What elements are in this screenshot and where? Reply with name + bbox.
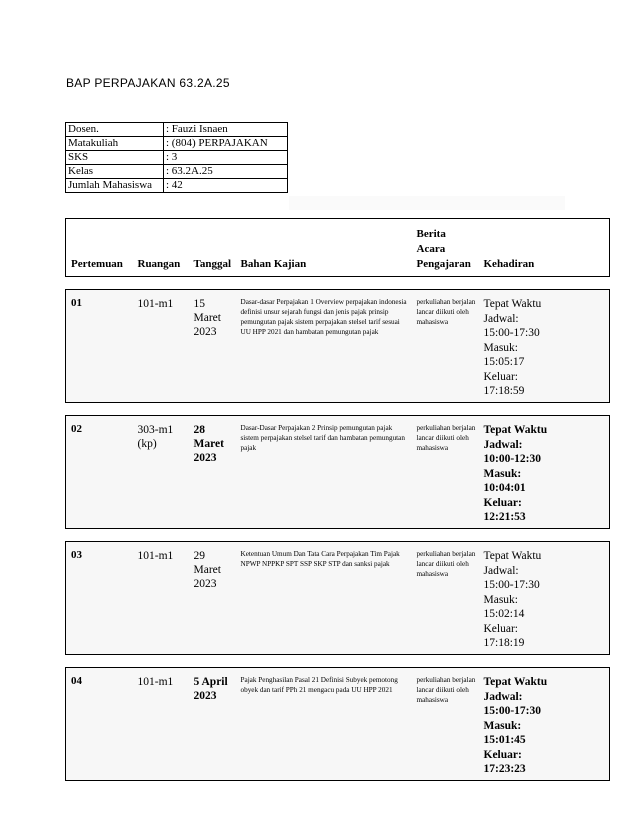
info-label: SKS [66,151,164,165]
status-text: Tepat Waktu [483,424,548,436]
header-pertemuan: Pertemuan [66,219,133,277]
info-label: Dosen. [66,123,164,137]
jadwal-value: 10:00-12:30 [483,453,541,465]
jadwal-label: Jadwal: [483,438,523,451]
info-row-matakuliah [66,137,288,151]
info-row-sks [66,151,288,165]
cell-pertemuan: 03 [66,542,133,655]
cell-ruangan: 101-m1 [133,542,189,655]
masuk-value: 10:04:01 [483,482,526,494]
page-title: BAP PERPAJAKAN 63.2A.25 [66,76,230,90]
keluar-label: Keluar: [483,622,518,635]
header-ruangan: Ruangan [133,219,189,277]
masuk-label: Masuk: [483,341,518,354]
cell-bahan-kajian: Ketentuan Umum Dan Tata Cara Perpajakan Tim Pajak NPWP NPPKP SPT SSP SKP STP dan sanksi pajak [236,542,412,655]
info-value: : (804) PERPAJAKAN [164,137,288,151]
keluar-value: 17:18:19 [483,637,525,649]
table-row [66,542,610,655]
jadwal-label: Jadwal: [483,564,519,577]
header-tanggal: Tanggal [189,219,236,277]
table-row [66,416,610,529]
keluar-label: Keluar: [483,496,522,509]
table-row [66,290,610,403]
cell-tanggal: 28 Maret 2023 [189,416,236,529]
cell-berita-acara: perkuliahan berjalan lancar diikuti oleh mahasiswa [412,416,479,529]
cell-berita-acara: perkuliahan berjalan lancar diikuti oleh mahasiswa [412,290,479,403]
table-header-row [66,219,610,277]
keluar-label: Keluar: [483,748,522,761]
header-kehadiran: Kehadiran [479,219,610,277]
masuk-label: Masuk: [483,593,518,606]
keluar-label: Keluar: [483,370,518,383]
cell-kehadiran [479,416,610,529]
cell-pertemuan: 01 [66,290,133,403]
info-label: Matakuliah [66,137,164,151]
info-shadow [289,196,565,210]
header-bahan-kajian: Bahan Kajian [236,219,412,277]
attendance-table [65,218,610,781]
cell-berita-acara: perkuliahan berjalan lancar diikuti oleh mahasiswa [412,668,479,781]
info-row-jumlah [66,179,288,193]
keluar-value: 17:18:59 [483,385,525,397]
jadwal-value: 15:00-17:30 [483,579,540,591]
info-label: Kelas [66,165,164,179]
info-table [65,122,288,193]
cell-bahan-kajian: Dasar-Dasar Perpajakan 2 Prinsip pemungutan pajak sistem perpajakan stelsel tarif dan hambatan pemungutan pajak [236,416,412,529]
cell-bahan-kajian: Pajak Penghasilan Pasal 21 Definisi Subyek pemotong obyek dan tarif PPh 21 mengacu pada UU HPP 2021 [236,668,412,781]
jadwal-label: Jadwal: [483,312,519,325]
header-berita-acara: Berita Acara Pengajaran [412,219,479,277]
cell-ruangan: 303-m1 (kp) [133,416,189,529]
info-value: : Fauzi Isnaen [164,123,288,137]
cell-kehadiran [479,668,610,781]
masuk-label: Masuk: [483,467,522,480]
masuk-value: 15:02:14 [483,608,525,620]
status-text: Tepat Waktu [483,676,548,688]
masuk-value: 15:05:17 [483,356,525,368]
jadwal-value: 15:00-17:30 [483,327,540,339]
keluar-value: 12:21:53 [483,511,526,523]
cell-tanggal: 29 Maret 2023 [189,542,236,655]
cell-kehadiran [479,290,610,403]
cell-tanggal: 5 April 2023 [189,668,236,781]
masuk-label: Masuk: [483,719,522,732]
cell-ruangan: 101-m1 [133,668,189,781]
jadwal-value: 15:00-17:30 [483,705,541,717]
cell-pertemuan: 04 [66,668,133,781]
status-text: Tepat Waktu [483,298,542,310]
jadwal-label: Jadwal: [483,690,523,703]
masuk-value: 15:01:45 [483,734,526,746]
keluar-value: 17:23:23 [483,763,526,775]
info-row-kelas [66,165,288,179]
cell-ruangan: 101-m1 [133,290,189,403]
cell-tanggal: 15 Maret 2023 [189,290,236,403]
cell-berita-acara: perkuliahan berjalan lancar diikuti oleh mahasiswa [412,542,479,655]
info-label: Jumlah Mahasiswa [66,179,164,193]
info-value: : 63.2A.25 [164,165,288,179]
info-value: : 42 [164,179,288,193]
info-row-dosen [66,123,288,137]
cell-kehadiran [479,542,610,655]
table-row [66,668,610,781]
cell-pertemuan: 02 [66,416,133,529]
status-text: Tepat Waktu [483,550,542,562]
info-value: : 3 [164,151,288,165]
cell-bahan-kajian: Dasar-dasar Perpajakan 1 Overview perpajakan indonesia definisi unsur sejarah fungsi dan jenis pajak prinsip pemungutan pajak sistem perpajakan stelsel tarif sesuai UU HPP 2021 dan hambatan pemungutan pajak [236,290,412,403]
